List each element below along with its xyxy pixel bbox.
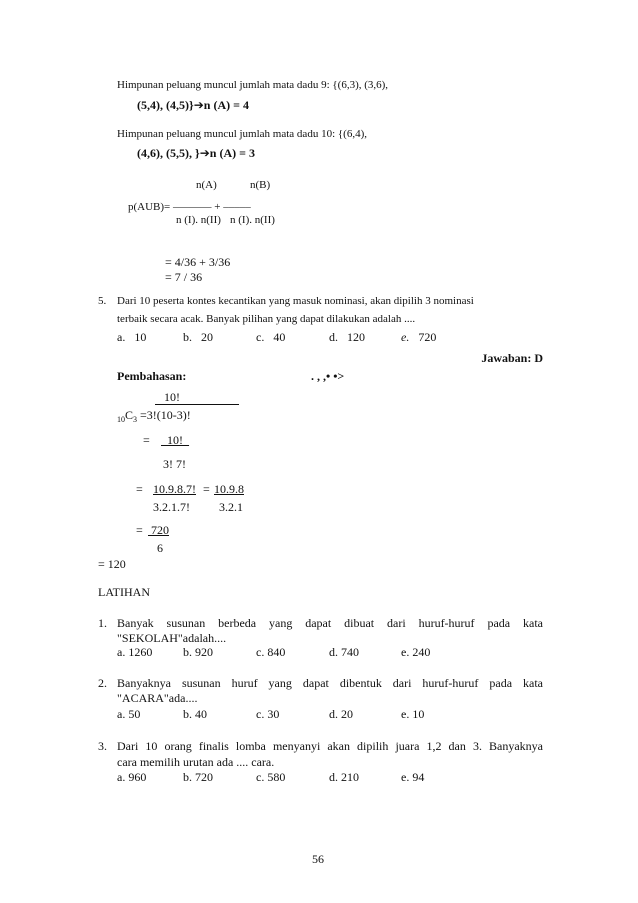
question-text: cara memilih urutan ada .... cara. <box>117 755 275 769</box>
option-c: c. 580 <box>256 770 286 784</box>
option-e: e. 240 <box>401 645 431 659</box>
fraction-denominator-a: n (I). n(II) <box>176 214 221 226</box>
option-e: e. 720 <box>401 330 437 344</box>
option-d: d. 20 <box>329 707 353 721</box>
question-number: 3. <box>98 739 107 753</box>
step4-denominator: 6 <box>157 541 163 555</box>
set-line-10-cont: (4,6), (5,5), } <box>137 146 200 160</box>
step3-denominator-a: 3.2.1.7! <box>153 500 190 514</box>
option-e: e. 94 <box>401 770 425 784</box>
equals-sign: = <box>136 482 143 496</box>
arrow-icon: ➔ <box>199 146 210 160</box>
step2-denominator: 3! 7! <box>163 457 186 471</box>
option-d: d. 740 <box>329 645 359 659</box>
set-line-10: Himpunan peluang muncul jumlah mata dadu 10: {(6,4), <box>117 128 367 140</box>
equals-sign: = <box>143 433 150 447</box>
question-text: "SEKOLAH"adalah.... <box>117 631 227 645</box>
fraction-numerator-a: n(A) <box>196 179 217 191</box>
calc-step-1: = 4/36 + 3/36 <box>165 255 231 269</box>
text-line <box>137 146 255 160</box>
page-number: 56 <box>312 852 324 866</box>
count-a: n (A) = 4 <box>203 98 249 112</box>
option-a: a. 1260 <box>117 645 153 659</box>
text-line <box>137 98 249 112</box>
count-b: n (A) = 3 <box>209 146 255 160</box>
option-b: b. 720 <box>183 770 213 784</box>
option-c: c. 30 <box>256 707 280 721</box>
step3-numerator-a: 10.9.8.7! <box>153 482 196 496</box>
equals-sign: = <box>136 523 143 537</box>
stray-marks: . , ,• •> <box>311 369 345 383</box>
probability-formula: p(AUB)= ––––––– + ––––– <box>128 201 251 213</box>
calc-step-2: = 7 / 36 <box>165 270 203 284</box>
question-text: terbaik secara acak. Banyak pilihan yang dapat dilakukan adalah .... <box>117 313 416 325</box>
question-number: 1. <box>98 616 107 630</box>
option-e: e. 10 <box>401 707 425 721</box>
step3-numerator-b: 10.9.8 <box>214 482 244 496</box>
option-b: b. 40 <box>183 707 207 721</box>
text-line <box>117 127 367 141</box>
option-d: d. 210 <box>329 770 359 784</box>
question-text: Banyaknya susunan huruf yang dapat dibentuk dari huruf-huruf pada kata <box>117 676 543 690</box>
question-text: Dari 10 peserta kontes kecantikan yang masuk nominasi, akan dipilih 3 nominasi <box>117 295 474 307</box>
option-b: b. 920 <box>183 645 213 659</box>
fraction-numerator-b: n(B) <box>250 179 271 191</box>
question-text: Dari 10 orang finalis lomba menyanyi akan dipilih juara 1,2 dan 3. Banyaknya <box>117 739 543 753</box>
set-line-9-cont: (5,4), (4,5)} <box>137 98 194 112</box>
question-number: 2. <box>98 676 107 690</box>
combination-formula: $_{10}C_3 =3!(10-3)$! <box>117 408 191 424</box>
step2-numerator: 10!_ <box>167 433 189 447</box>
final-result: = 120 <box>98 557 126 571</box>
step3-denominator-b: 3.2.1 <box>219 500 243 514</box>
equals-sign: = <box>203 482 210 496</box>
option-b: b. 20 <box>183 330 213 344</box>
arrow-icon: ➔ <box>193 98 204 112</box>
section-title: LATIHAN <box>98 585 150 599</box>
fraction-denominator-b: n (I). n(II) <box>230 214 275 226</box>
question-text: Banyak susunan berbeda yang dapat dibuat dari huruf-huruf pada kata <box>117 616 543 630</box>
discussion-heading: Pembahasan: <box>117 369 187 383</box>
option-c: c. 40 <box>256 330 286 344</box>
combination-numerator: 10! <box>155 390 239 405</box>
option-a: a. 10 <box>117 330 147 344</box>
question-text: "ACARA"ada.... <box>117 691 198 705</box>
text-line <box>117 78 388 92</box>
option-a: a. 960 <box>117 770 147 784</box>
step4-numerator: 720 <box>151 523 169 537</box>
answer-key: Jawaban: D <box>481 351 543 365</box>
question-number: 5. <box>98 295 107 307</box>
option-a: a. 50 <box>117 707 141 721</box>
option-c: c. 840 <box>256 645 286 659</box>
option-d: d. 120 <box>329 330 365 344</box>
set-line-9: Himpunan peluang muncul jumlah mata dadu 9: {(6,3), (3,6), <box>117 79 389 91</box>
